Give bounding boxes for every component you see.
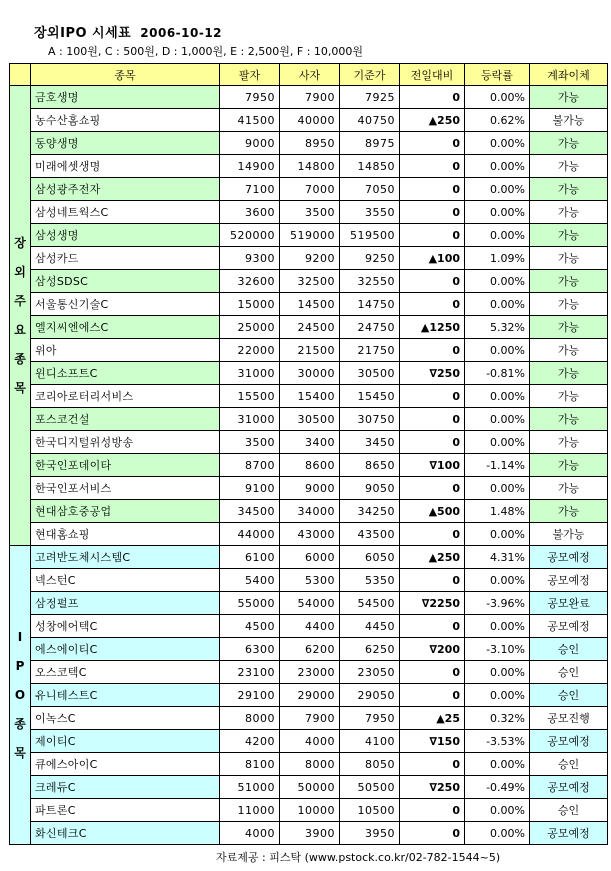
table-row [10,201,608,224]
change-rate: 0.00% [465,270,530,293]
change-rate: 0.62% [465,109,530,132]
change: 0 [400,408,465,431]
base-price: 8650 [340,454,400,477]
change-rate: 1.09% [465,247,530,270]
transfer-status: 공모예정 [530,730,608,753]
sell-price: 8700 [220,454,280,477]
header-cell: 전일대비 [400,64,465,86]
stock-name: 한국디지털위성방송 [31,431,220,454]
sell-price: 41500 [220,109,280,132]
change: ▲500 [400,500,465,523]
buy-price: 8950 [280,132,340,155]
transfer-status: 가능 [530,247,608,270]
base-price: 15450 [340,385,400,408]
change: 0 [400,684,465,707]
table-row [10,730,608,753]
change: 0 [400,523,465,546]
transfer-status: 가능 [530,86,608,109]
stock-name: 미래에셋생명 [31,155,220,178]
transfer-status: 가능 [530,362,608,385]
sell-price: 11000 [220,799,280,822]
change: 0 [400,201,465,224]
table-row [10,408,608,431]
table-row [10,822,608,845]
change-rate: 0.00% [465,86,530,109]
sell-price: 23100 [220,661,280,684]
stock-name: 삼정펄프 [31,592,220,615]
transfer-status: 가능 [530,224,608,247]
table-row [10,178,608,201]
stock-name: 오스코텍C [31,661,220,684]
base-price: 10500 [340,799,400,822]
table-row [10,247,608,270]
header-cell-blank [10,64,31,86]
table-row [10,500,608,523]
sell-price: 32600 [220,270,280,293]
change-rate: 0.00% [465,224,530,247]
base-price: 21750 [340,339,400,362]
sell-price: 4000 [220,822,280,845]
change-rate: 0.00% [465,477,530,500]
stock-name: 크레듀C [31,776,220,799]
buy-price: 50000 [280,776,340,799]
base-price: 3450 [340,431,400,454]
change: ▲25 [400,707,465,730]
unit-legend: A : 100원, C : 500원, D : 1,000원, E : 2,500원, F : 10,000원 [48,45,364,58]
change-rate: 0.00% [465,523,530,546]
change: 0 [400,339,465,362]
change: ∇150 [400,730,465,753]
transfer-status: 승인 [530,661,608,684]
buy-price: 30500 [280,408,340,431]
buy-price: 54000 [280,592,340,615]
buy-price: 43000 [280,523,340,546]
transfer-status: 가능 [530,431,608,454]
transfer-status: 가능 [530,293,608,316]
sell-price: 4200 [220,730,280,753]
stock-name: 성창에어텍C [31,615,220,638]
source-credit: 자료제공 : 피스탁 (www.pstock.co.kr/02-782-1544~5) [216,851,501,864]
transfer-status: 승인 [530,799,608,822]
sell-price: 5400 [220,569,280,592]
change: ▲1250 [400,316,465,339]
change-rate: -0.81% [465,362,530,385]
change-rate: 0.00% [465,132,530,155]
base-price: 6050 [340,546,400,569]
header-row [10,64,608,86]
sell-price: 7950 [220,86,280,109]
change: ∇200 [400,638,465,661]
change-rate: 0.00% [465,178,530,201]
sell-price: 4500 [220,615,280,638]
change: ▲250 [400,109,465,132]
header-cell: 기준가 [340,64,400,86]
table-row [10,454,608,477]
transfer-status: 가능 [530,477,608,500]
stock-name: 동양생명 [31,132,220,155]
change-rate: 0.00% [465,753,530,776]
base-price: 8975 [340,132,400,155]
change-rate: 0.00% [465,293,530,316]
change-rate: 0.00% [465,569,530,592]
transfer-status: 불가능 [530,523,608,546]
change: 0 [400,753,465,776]
header-cell: 팔자 [220,64,280,86]
change-rate: 5.32% [465,316,530,339]
sell-price: 8000 [220,707,280,730]
change: 0 [400,822,465,845]
sell-price: 25000 [220,316,280,339]
base-price: 3550 [340,201,400,224]
transfer-status: 가능 [530,339,608,362]
buy-price: 3400 [280,431,340,454]
buy-price: 30000 [280,362,340,385]
buy-price: 15400 [280,385,340,408]
stock-name: 윈디소프트C [31,362,220,385]
sell-price: 9000 [220,132,280,155]
table-row [10,707,608,730]
stock-name: 위아 [31,339,220,362]
buy-price: 5300 [280,569,340,592]
stock-name: 유니테스트C [31,684,220,707]
base-price: 32550 [340,270,400,293]
transfer-status: 가능 [530,155,608,178]
stock-name: 삼성SDSC [31,270,220,293]
stock-name: 현대홈쇼핑 [31,523,220,546]
buy-price: 34000 [280,500,340,523]
change-rate: 0.00% [465,822,530,845]
base-price: 4450 [340,615,400,638]
table-row [10,155,608,178]
change: 0 [400,799,465,822]
transfer-status: 승인 [530,638,608,661]
sell-price: 9100 [220,477,280,500]
sell-price: 34500 [220,500,280,523]
stock-name: 삼성네트웍스C [31,201,220,224]
table-row [10,270,608,293]
sell-price: 15000 [220,293,280,316]
base-price: 3950 [340,822,400,845]
change: 0 [400,615,465,638]
table-row [10,799,608,822]
transfer-status: 승인 [530,753,608,776]
base-price: 29050 [340,684,400,707]
change: 0 [400,385,465,408]
change-rate: 0.00% [465,661,530,684]
transfer-status: 가능 [530,408,608,431]
sell-price: 55000 [220,592,280,615]
stock-name: 코리아로터리서비스 [31,385,220,408]
base-price: 5350 [340,569,400,592]
buy-price: 7000 [280,178,340,201]
section-label: I P O 종 목 [10,546,31,845]
change-rate: 0.00% [465,408,530,431]
stock-name: 넥스턴C [31,569,220,592]
transfer-status: 공모예정 [530,546,608,569]
buy-price: 14500 [280,293,340,316]
transfer-status: 가능 [530,132,608,155]
base-price: 34250 [340,500,400,523]
change: 0 [400,477,465,500]
change-rate: 0.00% [465,799,530,822]
buy-price: 14800 [280,155,340,178]
table-row [10,615,608,638]
change-rate: 0.00% [465,385,530,408]
base-price: 14750 [340,293,400,316]
buy-price: 4000 [280,730,340,753]
table-row [10,132,608,155]
buy-price: 23000 [280,661,340,684]
stock-name: 화신테크C [31,822,220,845]
table-row [10,638,608,661]
page-title [34,22,222,41]
buy-price: 4400 [280,615,340,638]
buy-price: 3500 [280,201,340,224]
table-row [10,385,608,408]
table-row [10,477,608,500]
table-row [10,684,608,707]
transfer-status: 공모진행 [530,707,608,730]
change: 0 [400,431,465,454]
buy-price: 21500 [280,339,340,362]
base-price: 519500 [340,224,400,247]
table-row [10,431,608,454]
sell-price: 6300 [220,638,280,661]
sell-price: 22000 [220,339,280,362]
sell-price: 14900 [220,155,280,178]
base-price: 14850 [340,155,400,178]
stock-name: 서울통신기술C [31,293,220,316]
change: 0 [400,569,465,592]
stock-name: 이녹스C [31,707,220,730]
table-row [10,546,608,569]
base-price: 23050 [340,661,400,684]
stock-name: 삼성카드 [31,247,220,270]
base-price: 30750 [340,408,400,431]
change: 0 [400,661,465,684]
transfer-status: 불가능 [530,109,608,132]
table-row [10,339,608,362]
sell-price: 44000 [220,523,280,546]
change: ▲100 [400,247,465,270]
change-rate: 0.00% [465,201,530,224]
table-row [10,776,608,799]
base-price: 7950 [340,707,400,730]
buy-price: 519000 [280,224,340,247]
stock-name: 한국인포데이타 [31,454,220,477]
change: ∇250 [400,776,465,799]
buy-price: 6000 [280,546,340,569]
stock-name: 포스코건설 [31,408,220,431]
stock-name: 현대삼호중공업 [31,500,220,523]
header-cell: 계좌이체 [530,64,608,86]
table-row [10,86,608,109]
sell-price: 3500 [220,431,280,454]
transfer-status: 승인 [530,684,608,707]
transfer-status: 가능 [530,385,608,408]
table-row [10,661,608,684]
table-row [10,109,608,132]
buy-price: 9000 [280,477,340,500]
base-price: 9050 [340,477,400,500]
change-rate: -1.14% [465,454,530,477]
change-rate: -3.96% [465,592,530,615]
change: ∇250 [400,362,465,385]
sell-price: 29100 [220,684,280,707]
change: 0 [400,270,465,293]
buy-price: 3900 [280,822,340,845]
change: 0 [400,86,465,109]
stock-name: 에스에이티C [31,638,220,661]
base-price: 54500 [340,592,400,615]
base-price: 8050 [340,753,400,776]
base-price: 4100 [340,730,400,753]
table-row [10,293,608,316]
section-label: 장 외 주 요 종 목 [10,86,31,546]
table-row [10,569,608,592]
transfer-status: 공모완료 [530,592,608,615]
buy-price: 8000 [280,753,340,776]
title-date: 2006-10-12 [140,26,223,40]
transfer-status: 공모예정 [530,569,608,592]
transfer-status: 가능 [530,454,608,477]
base-price: 7925 [340,86,400,109]
sell-price: 51000 [220,776,280,799]
transfer-status: 가능 [530,201,608,224]
change: 0 [400,155,465,178]
price-table [9,63,608,845]
table-row [10,362,608,385]
sell-price: 8100 [220,753,280,776]
table-row [10,224,608,247]
change-rate: 0.00% [465,684,530,707]
stock-name: 농수산홈쇼핑 [31,109,220,132]
change-rate: -3.53% [465,730,530,753]
buy-price: 32500 [280,270,340,293]
sell-price: 6100 [220,546,280,569]
sell-price: 15500 [220,385,280,408]
base-price: 24750 [340,316,400,339]
base-price: 30500 [340,362,400,385]
base-price: 40750 [340,109,400,132]
stock-name: 삼성광주전자 [31,178,220,201]
change: 0 [400,224,465,247]
change: 0 [400,132,465,155]
transfer-status: 가능 [530,178,608,201]
title-text: 장외IPO 시세표 [34,26,132,41]
buy-price: 9200 [280,247,340,270]
stock-name: 큐에스아이C [31,753,220,776]
change-rate: -0.49% [465,776,530,799]
stock-name: 파트론C [31,799,220,822]
sell-price: 7100 [220,178,280,201]
base-price: 9250 [340,247,400,270]
sell-price: 31000 [220,362,280,385]
change: ▲250 [400,546,465,569]
base-price: 50500 [340,776,400,799]
change-rate: 0.00% [465,339,530,362]
buy-price: 8600 [280,454,340,477]
stock-name: 삼성생명 [31,224,220,247]
change-rate: 0.00% [465,431,530,454]
change: 0 [400,178,465,201]
transfer-status: 가능 [530,316,608,339]
sell-price: 520000 [220,224,280,247]
table-row [10,753,608,776]
buy-price: 7900 [280,707,340,730]
sell-price: 3600 [220,201,280,224]
table-row [10,316,608,339]
change-rate: 0.00% [465,155,530,178]
stock-name: 제이티C [31,730,220,753]
buy-price: 10000 [280,799,340,822]
transfer-status: 공모예정 [530,776,608,799]
header-cell: 종목 [31,64,220,86]
change-rate: 0.32% [465,707,530,730]
table-row [10,592,608,615]
transfer-status: 가능 [530,500,608,523]
buy-price: 24500 [280,316,340,339]
change-rate: -3.10% [465,638,530,661]
transfer-status: 공모예정 [530,822,608,845]
change-rate: 4.31% [465,546,530,569]
change-rate: 1.48% [465,500,530,523]
buy-price: 7900 [280,86,340,109]
transfer-status: 가능 [530,270,608,293]
base-price: 43500 [340,523,400,546]
buy-price: 40000 [280,109,340,132]
buy-price: 29000 [280,684,340,707]
change: ∇100 [400,454,465,477]
base-price: 6250 [340,638,400,661]
header-cell: 등락률 [465,64,530,86]
stock-name: 고려반도체시스템C [31,546,220,569]
stock-name: 한국인포서비스 [31,477,220,500]
stock-name: 금호생명 [31,86,220,109]
change: 0 [400,293,465,316]
base-price: 7050 [340,178,400,201]
header-cell: 사자 [280,64,340,86]
transfer-status: 공모예정 [530,615,608,638]
sell-price: 9300 [220,247,280,270]
table-row [10,523,608,546]
change: ∇2250 [400,592,465,615]
buy-price: 6200 [280,638,340,661]
sell-price: 31000 [220,408,280,431]
stock-name: 엘지씨엔에스C [31,316,220,339]
change-rate: 0.00% [465,615,530,638]
